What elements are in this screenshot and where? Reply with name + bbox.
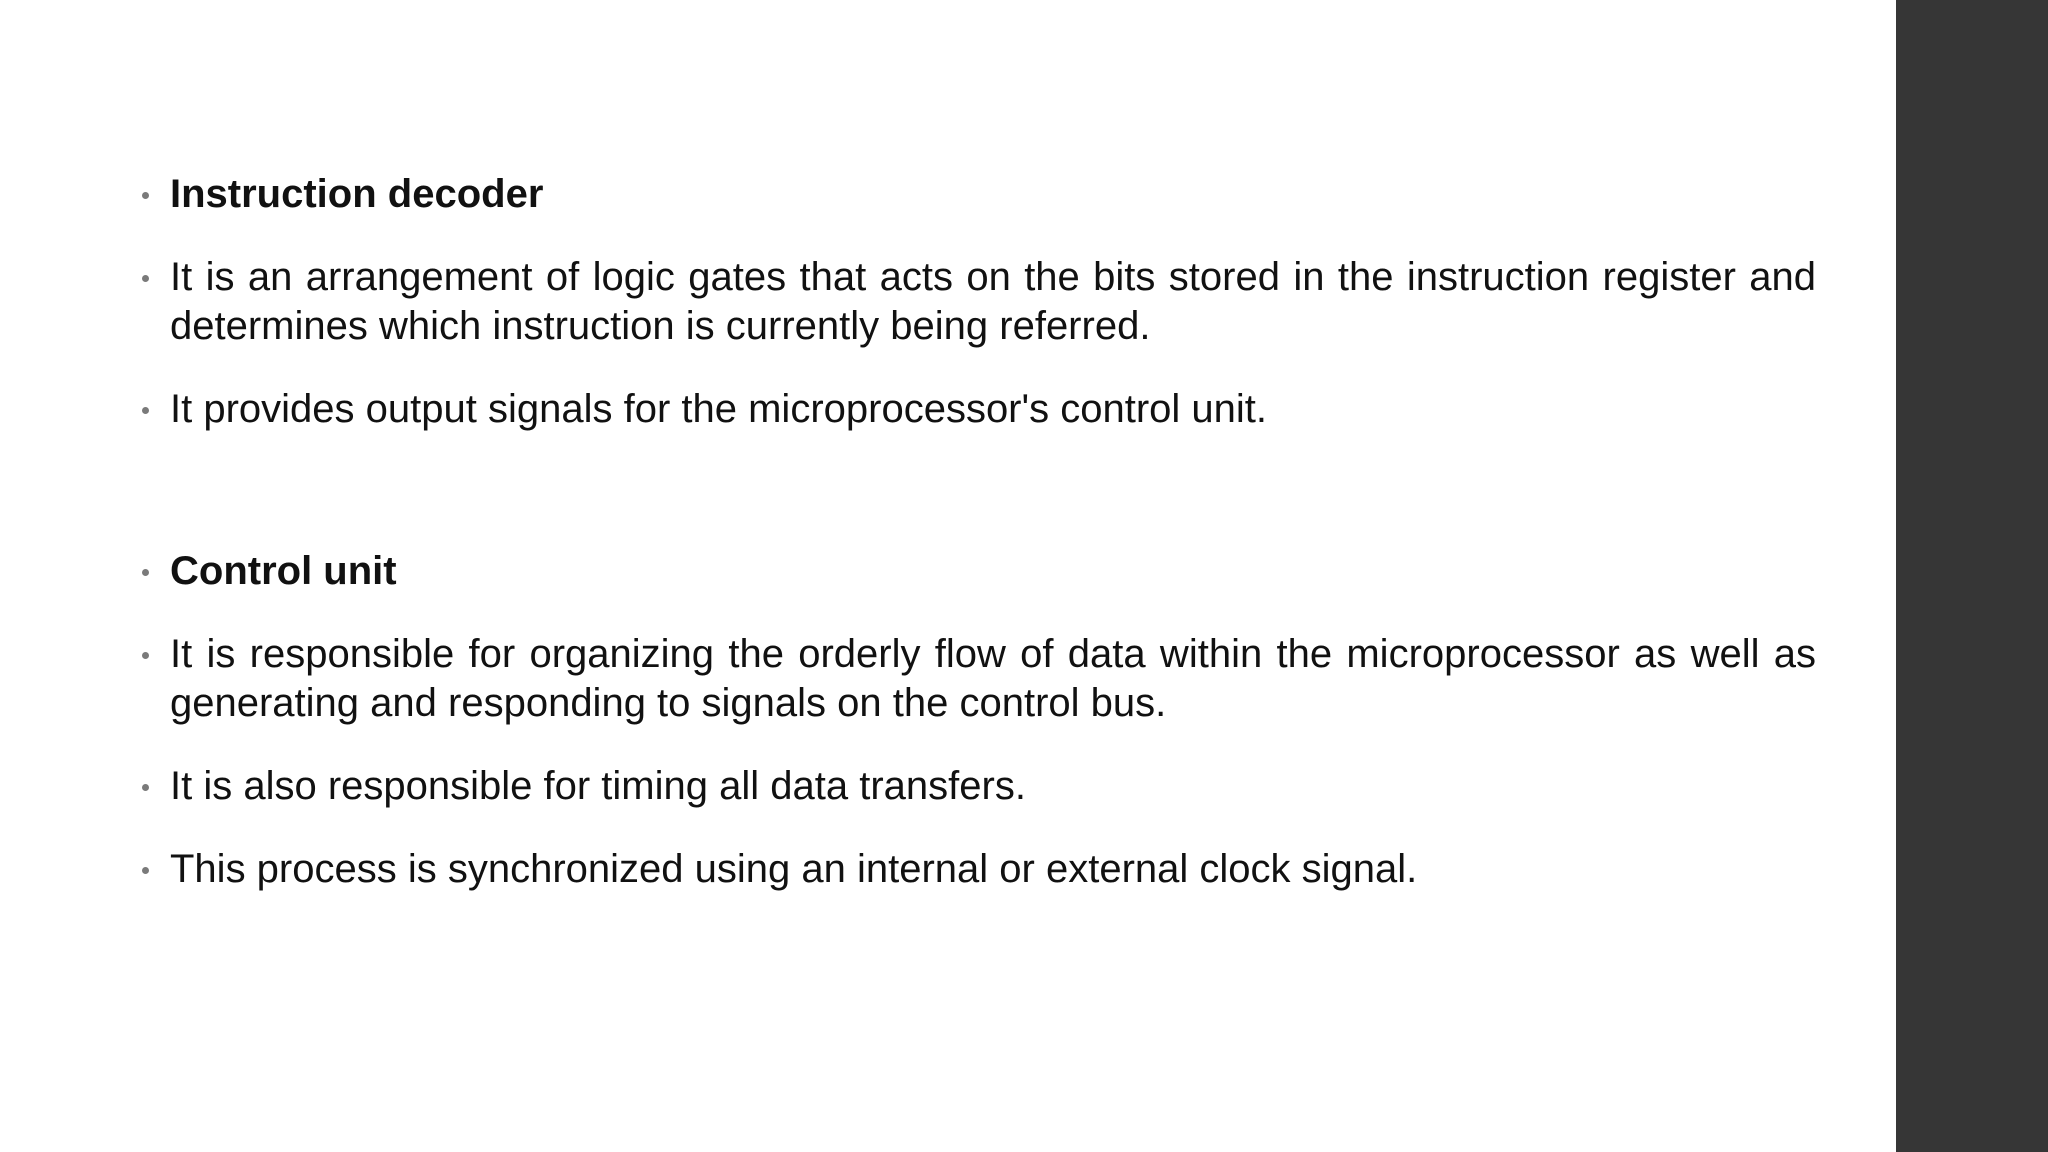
bullet-item: It is also responsible for timing all data transfers. [139, 762, 1816, 811]
bullet-item: It provides output signals for the microprocessor's control unit. [139, 385, 1816, 434]
bullet-item: It is an arrangement of logic gates that acts on the bits stored in the instruction register and determines which instruction is currently being referred. [139, 253, 1816, 351]
section-heading-instruction-decoder: Instruction decoder [139, 170, 1816, 219]
decorative-sidebar [1896, 0, 2048, 1152]
section-heading-control-unit: Control unit [139, 547, 1816, 596]
bullet-item: It is responsible for organizing the orderly flow of data within the microprocessor as well as generating and responding to signals on the control bus. [139, 630, 1816, 728]
bullet-item: This process is synchronized using an internal or external clock signal. [139, 845, 1816, 894]
slide-content [139, 170, 1816, 928]
bullet-list [139, 170, 1816, 894]
